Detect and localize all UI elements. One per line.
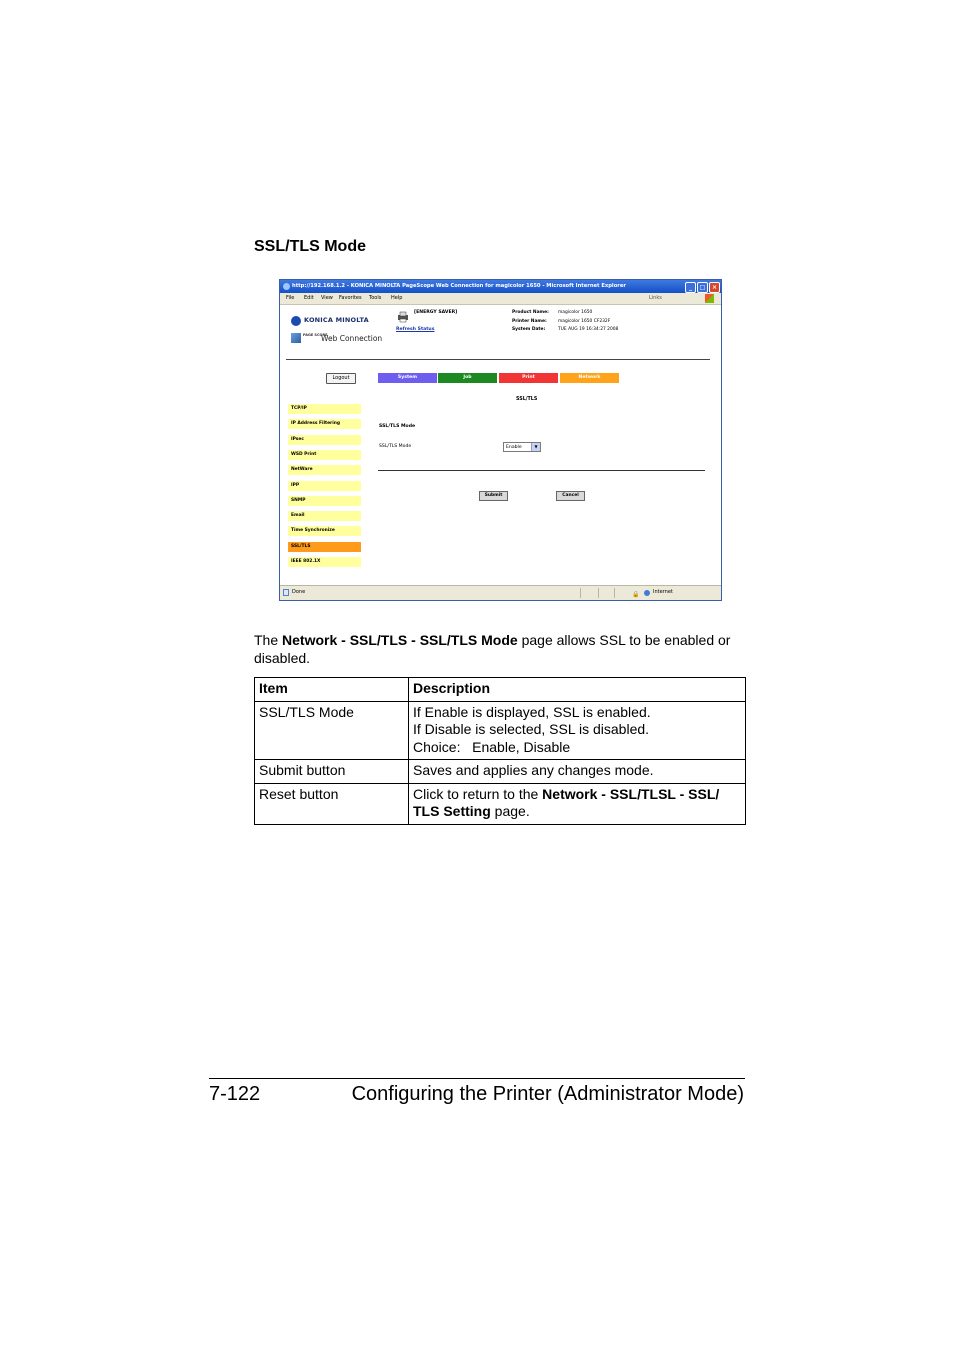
browser-titlebar bbox=[280, 280, 721, 293]
energy-saver-status: [ENERGY SAVER] bbox=[414, 310, 458, 315]
windows-logo-icon bbox=[705, 294, 714, 303]
table-row bbox=[255, 760, 746, 784]
globe-icon bbox=[644, 590, 650, 596]
side-item-email[interactable]: Email bbox=[288, 511, 361, 521]
menu-favorites[interactable]: Favorites bbox=[339, 295, 362, 301]
menu-tools[interactable]: Tools bbox=[369, 295, 382, 301]
menu-help[interactable]: Help bbox=[391, 295, 403, 301]
description-cell bbox=[409, 701, 746, 760]
ssl-tls-mode-select[interactable] bbox=[503, 442, 541, 452]
footer-divider bbox=[209, 1078, 745, 1079]
menu-view[interactable]: View bbox=[321, 295, 333, 301]
pagescope-label: PAGE SCOPE bbox=[303, 333, 328, 337]
table-row bbox=[255, 783, 746, 824]
table-row bbox=[255, 701, 746, 760]
browser-screenshot bbox=[279, 279, 722, 601]
browser-menubar bbox=[280, 293, 721, 305]
web-page bbox=[280, 305, 721, 585]
side-item-ipsec[interactable]: IPsec bbox=[288, 435, 361, 445]
header-divider bbox=[286, 359, 710, 360]
page-icon bbox=[283, 589, 289, 596]
tab-job[interactable]: Job bbox=[438, 373, 497, 383]
info-value: TUE AUG 19 16:34:27 2008 bbox=[558, 327, 619, 332]
refresh-status-link[interactable]: Refresh Status bbox=[396, 327, 435, 332]
form-divider bbox=[378, 470, 705, 471]
intro-paragraph bbox=[254, 631, 754, 667]
description-line: If Enable is displayed, SSL is enabled. bbox=[413, 703, 651, 720]
table-header-row bbox=[255, 678, 746, 702]
status-text: Done bbox=[292, 589, 306, 595]
side-item-wsd-print[interactable]: WSD Print bbox=[288, 450, 361, 460]
description-line: Choice: Enable, Disable bbox=[413, 738, 571, 755]
browser-title: http://192.168.1.2 - KONICA MINOLTA PageScope Web Connection for magicolor 1650 - Microsoft Internet Explorer bbox=[292, 283, 626, 289]
side-item-tcp-ip[interactable]: TCP/IP bbox=[288, 404, 361, 414]
pagescope-logo-icon bbox=[291, 333, 301, 343]
zone-text: Internet bbox=[653, 589, 673, 595]
brand-name: KONICA MINOLTA bbox=[304, 316, 369, 324]
side-item-time-synchronize[interactable]: Time Synchronize bbox=[288, 526, 361, 536]
close-icon[interactable]: × bbox=[709, 282, 720, 293]
description-suffix: page. bbox=[490, 803, 530, 819]
lock-icon: 🔒 bbox=[632, 591, 640, 598]
description-prefix: Click to return to the bbox=[413, 785, 543, 802]
chevron-down-icon[interactable]: ▼ bbox=[531, 443, 540, 451]
intro-bold: Network - SSL/TLS - SSL/TLS Mode bbox=[282, 632, 518, 648]
printer-icon bbox=[397, 311, 409, 323]
description-cell bbox=[409, 783, 746, 824]
intro-prefix: The bbox=[254, 632, 283, 648]
tab-print[interactable]: Print bbox=[499, 373, 558, 383]
konica-logo-icon bbox=[291, 316, 301, 326]
browser-statusbar bbox=[280, 585, 721, 601]
info-label: System Date: bbox=[512, 327, 546, 332]
info-value: magicolor 1650 CF232F bbox=[558, 319, 611, 324]
select-value: Enable bbox=[506, 445, 522, 450]
item-cell: SSL/TLS Mode bbox=[255, 701, 409, 760]
page-number: 7-122 bbox=[209, 1083, 261, 1105]
info-label: Product Name: bbox=[512, 310, 549, 315]
cancel-button[interactable]: Cancel bbox=[556, 491, 585, 501]
submit-button[interactable]: Submit bbox=[479, 491, 508, 501]
printer-name-row bbox=[512, 319, 610, 324]
menu-file[interactable]: File bbox=[286, 295, 295, 301]
product-name-row bbox=[512, 310, 592, 315]
maximize-icon[interactable]: □ bbox=[697, 282, 708, 293]
panel-title: SSL/TLS bbox=[516, 397, 538, 402]
intro-suffix: page allows SSL to be enabled or disabled. bbox=[254, 632, 731, 666]
description-cell bbox=[409, 760, 746, 784]
tab-network[interactable]: Network bbox=[560, 373, 619, 383]
side-item-netware[interactable]: NetWare bbox=[288, 465, 361, 475]
header-description: Description bbox=[409, 678, 746, 702]
web-connection-label: Web Connection bbox=[321, 334, 383, 343]
status-separator bbox=[580, 588, 581, 598]
item-cell: Submit button bbox=[255, 760, 409, 784]
side-item-snmp[interactable]: SNMP bbox=[288, 496, 361, 506]
status-separator bbox=[598, 588, 599, 598]
side-item-ip-address-filtering[interactable]: IP Address Filtering bbox=[288, 419, 361, 429]
logout-button[interactable]: Logout bbox=[326, 373, 356, 384]
section-heading: SSL/TLS Mode bbox=[254, 238, 366, 255]
header-item: Item bbox=[255, 678, 409, 702]
description-line: If Disable is selected, SSL is disabled. bbox=[413, 721, 650, 737]
item-cell: Reset button bbox=[255, 783, 409, 824]
minimize-icon[interactable]: _ bbox=[685, 282, 696, 293]
side-item-ieee-802-1x[interactable]: IEEE 802.1X bbox=[288, 557, 361, 567]
info-value: magicolor 1650 bbox=[558, 310, 593, 315]
description-bold: Network - SSL/TLSL - SSL/ TLS Setting bbox=[413, 785, 720, 819]
menu-edit[interactable]: Edit bbox=[304, 295, 314, 301]
description-table bbox=[254, 677, 746, 825]
tab-system[interactable]: System bbox=[378, 373, 437, 383]
side-item-ssl-tls[interactable]: SSL/TLS bbox=[288, 542, 361, 552]
system-date-row bbox=[512, 327, 618, 332]
ie-icon bbox=[283, 283, 290, 290]
side-item-ipp[interactable]: IPP bbox=[288, 481, 361, 491]
form-section-label: SSL/TLS Mode bbox=[379, 424, 416, 429]
info-label: Printer Name: bbox=[512, 319, 547, 324]
description-line: Saves and applies any changes mode. bbox=[413, 762, 654, 778]
status-separator bbox=[614, 588, 615, 598]
ssl-tls-mode-label: SSL/TLS Mode bbox=[379, 444, 412, 449]
links-label[interactable]: Links bbox=[649, 295, 662, 301]
chapter-title: Configuring the Printer (Administrator Mode) bbox=[351, 1083, 744, 1105]
